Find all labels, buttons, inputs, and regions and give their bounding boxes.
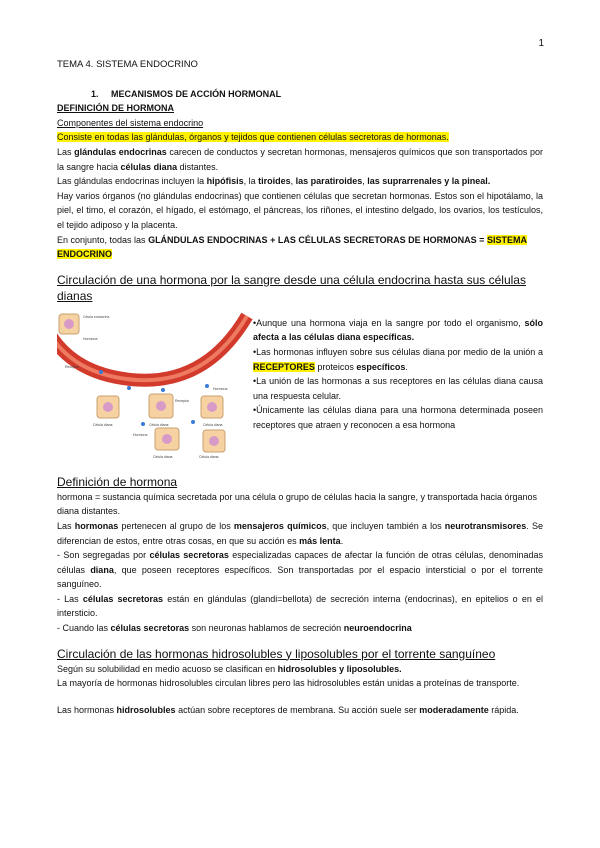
circulation-heading: Circulación de una hormona por la sangre desde una célula endocrina hasta sus células dianas <box>57 272 526 303</box>
paragraph-glands: Las glándulas endocrinas carecen de conductos y secretan hormonas, mensajeros químicos que son transportados por la sangre hacia células diana distantes. <box>57 146 543 172</box>
hormone-particle <box>191 420 195 424</box>
cell-nucleus <box>64 319 74 329</box>
definition-paragraph: hormona = sustancia química secretada por una célula o grupo de células hacia la sangre, y transportada hacia órganos diana distantes. <box>57 491 538 517</box>
label-target-cell: Célula diana <box>199 454 219 459</box>
cell-nucleus <box>162 434 172 444</box>
hormone-particle <box>127 386 131 390</box>
label-hormone: Hormona <box>83 336 98 341</box>
label-target-cell: Célula diana <box>93 422 113 427</box>
spacer <box>57 691 543 703</box>
page-number: 1 <box>538 38 544 49</box>
neuroendocrine-paragraph: - Cuando las células secretoras son neuronas hablamos de secreción neuroendocrina <box>57 623 412 634</box>
hormone-particle <box>141 422 145 426</box>
paragraph-gland-list: Las glándulas endocrinas incluyen la hipófisis, la tiroides, las paratiroides, las suprarrenales y la pineal. <box>57 176 491 187</box>
label-receptor: Receptor <box>175 398 190 403</box>
hormone-particle <box>161 388 165 392</box>
paragraph-summary: En conjunto, todas las GLÁNDULAS ENDOCRINAS + LAS CÉLULAS SECRETORAS DE HORMONAS = SISTEMA ENDOCRINO <box>57 234 527 260</box>
bullet-item: •Aunque una hormona viaja en la sangre por todo el organismo, sólo afecta a las células diana específicas. <box>253 317 543 343</box>
label-endocrine-cell: Célula endocrina <box>83 314 110 319</box>
figure-row <box>57 312 543 464</box>
label-receptor: Receptor <box>65 364 80 369</box>
bullet-item: •La unión de las hormonas a sus receptores en las células diana causa una respuesta celular. <box>253 376 543 401</box>
cell-nucleus <box>156 401 166 411</box>
receptor-paragraph: Las hormonas hidrosolubles actúan sobre receptores de membrana. Su acción suele ser moderadamente rápida. <box>57 704 519 715</box>
blood-vessel-diagram <box>57 312 253 464</box>
cell-nucleus <box>207 402 217 412</box>
messengers-paragraph: Las hormonas pertenecen al grupo de los mensajeros químicos, que incluyen también a los neurotransmisores. Se diferencian de estos, entre otras cosas, en que su acción es más lenta. <box>57 520 544 546</box>
hormone-circulation-figure <box>57 312 253 464</box>
definition-heading: DEFINICIÓN DE HORMONA <box>57 103 174 114</box>
bullet-list <box>253 312 543 464</box>
label-hormone: Hormona <box>133 432 148 437</box>
hormone-particle <box>205 384 209 388</box>
glands-paragraph: - Las células secretoras están en glándulas (glandi=bellota) de secreción interna (endocrinas), en epitelios o en el intersticio. <box>57 593 544 619</box>
solubility-paragraph: Según su solubilidad en medio acuoso se clasifican en hidrosolubles y liposolubles. <box>57 663 402 674</box>
solubility-heading: Circulación de las hormonas hidrosolubles y liposolubles por el torrente sanguíneo <box>57 646 496 661</box>
bullet-item: •Las hormonas influyen sobre sus células diana por medio de la unión a RECEPTORES proteicos específicos. <box>253 346 543 372</box>
components-heading: Componentes del sistema endocrino <box>57 117 204 128</box>
label-target-cell: Célula diana <box>203 422 223 427</box>
secretion-paragraph: - Son segregadas por células secretoras especializadas capaces de afectar la función de otras células, denominadas células diana, que poseen receptores específicos. Son transportadas por el espacio intersticial o por el torrente sanguíneo. <box>57 550 544 590</box>
document-body <box>57 58 543 717</box>
document-title: TEMA 4. SISTEMA ENDOCRINO <box>57 59 198 70</box>
cell-nucleus <box>103 402 113 412</box>
label-target-cell: Célula diana <box>153 454 173 459</box>
hormone-particle <box>99 370 103 374</box>
definition-subheading: Definición de hormona <box>57 474 178 489</box>
bullet-item: •Únicamente las células diana para una hormona determinada poseen receptores que atraen y reconocen a esa hormona <box>253 405 543 430</box>
label-target-cell: Célula diana <box>149 422 169 427</box>
blood-vessel <box>57 316 247 380</box>
highlight-line: Consiste en todas las glándulas, órganos y tejidos que contienen células secretoras de hormonas. <box>57 132 449 143</box>
label-hormone: Hormona <box>213 386 228 391</box>
cell-nucleus <box>209 436 219 446</box>
paragraph-organs: Hay varios órganos (no glándulas endocrinas) que contienen células que secretan hormonas. Estos son el hipotálamo, la piel, el timo, el corazón, el hígado, el estómago, el páncreas, los riñones, el intestino delgado, los ovarios, los testículos, el tejido adiposo y la placenta. <box>57 190 543 230</box>
transport-paragraph: La mayoría de hormonas hidrosolubles circulan libres pero las hidrosolubles están unidas a proteínas de transporte. <box>57 678 520 689</box>
section-heading: 1. MECANISMOS DE ACCIÓN HORMONAL <box>91 88 282 99</box>
